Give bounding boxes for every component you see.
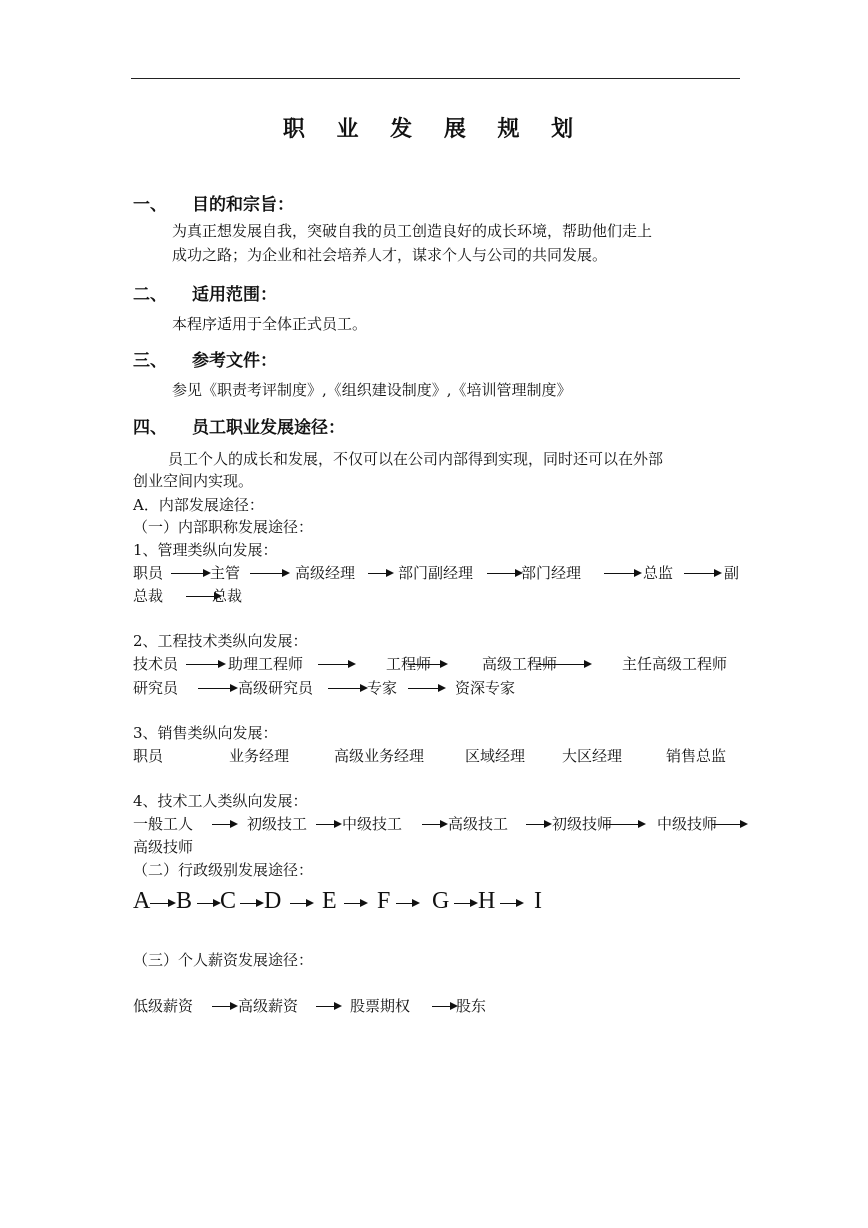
salary-path-label: （三）个人薪资发展途径： bbox=[133, 951, 314, 969]
mgmt-label: 1、管理类纵向发展： bbox=[133, 541, 278, 559]
arrow-icon bbox=[212, 1006, 236, 1007]
eng-step: 助理工程师 bbox=[228, 655, 304, 673]
arrow-icon bbox=[250, 573, 288, 574]
title-path-label: （一）内部职称发展途径： bbox=[133, 518, 314, 536]
mgmt-step: 总裁 bbox=[212, 587, 243, 605]
section-4-heading: 员工职业发展途径： bbox=[192, 418, 345, 438]
worker-label: 4、技术工人类纵向发展： bbox=[133, 792, 308, 810]
salary-step: 股票期权 bbox=[350, 997, 411, 1015]
sales-step: 大区经理 bbox=[562, 747, 623, 765]
admin-level: A bbox=[133, 888, 151, 914]
section-1-number: 一、 bbox=[133, 195, 167, 215]
admin-level: F bbox=[377, 888, 391, 914]
eng-step: 主任高级工程师 bbox=[622, 655, 728, 673]
arrow-icon bbox=[684, 573, 720, 574]
arrow-icon bbox=[526, 824, 550, 825]
eng-label: 2、工程技术类纵向发展： bbox=[133, 632, 308, 650]
admin-level: D bbox=[264, 888, 282, 914]
purpose-line-1: 为真正想发展自我，突破自我的员工创造良好的成长环境，帮助他们走上 bbox=[172, 222, 653, 240]
arrow-icon bbox=[240, 903, 262, 904]
arrow-icon bbox=[344, 903, 366, 904]
worker-step: 中级技工 bbox=[342, 815, 403, 833]
arrow-icon bbox=[604, 573, 640, 574]
section-3-heading: 参考文件： bbox=[192, 351, 277, 371]
admin-level: I bbox=[534, 888, 542, 914]
arrow-icon bbox=[328, 688, 366, 689]
arrow-icon bbox=[712, 824, 746, 825]
mgmt-step: 部门副经理 bbox=[398, 564, 474, 582]
section-3-number: 三、 bbox=[133, 351, 167, 371]
mgmt-step: 职员 bbox=[133, 564, 164, 582]
salary-step: 高级薪资 bbox=[238, 997, 299, 1015]
sales-step: 高级业务经理 bbox=[334, 747, 425, 765]
section-2-heading: 适用范围： bbox=[192, 285, 277, 305]
worker-step: 初级技师 bbox=[552, 815, 613, 833]
mgmt-step: 副 bbox=[724, 564, 740, 582]
arrow-icon bbox=[290, 903, 312, 904]
purpose-line-2: 成功之路；为企业和社会培养人才，谋求个人与公司的共同发展。 bbox=[172, 246, 608, 264]
eng-step: 高级研究员 bbox=[238, 679, 314, 697]
arrow-icon bbox=[186, 664, 224, 665]
section-4-number: 四、 bbox=[133, 418, 167, 438]
header-rule bbox=[131, 78, 740, 79]
mgmt-step: 部门经理 bbox=[521, 564, 582, 582]
mgmt-step: 主管 bbox=[210, 564, 241, 582]
eng-step: 资深专家 bbox=[455, 679, 516, 697]
mgmt-step: 高级经理 bbox=[295, 564, 356, 582]
section-1-heading: 目的和宗旨： bbox=[192, 195, 294, 215]
arrow-icon bbox=[500, 903, 522, 904]
arrow-icon bbox=[212, 824, 236, 825]
sales-label: 3、销售类纵向发展： bbox=[133, 724, 278, 742]
arrow-icon bbox=[487, 573, 521, 574]
salary-step: 股东 bbox=[456, 997, 487, 1015]
arrow-icon bbox=[538, 664, 590, 665]
arrow-icon bbox=[368, 573, 392, 574]
arrow-icon bbox=[318, 664, 354, 665]
section-2-number: 二、 bbox=[133, 285, 167, 305]
arrow-icon bbox=[422, 824, 446, 825]
admin-level: E bbox=[322, 888, 337, 914]
admin-level: H bbox=[478, 888, 496, 914]
arrow-icon bbox=[150, 903, 174, 904]
eng-step: 研究员 bbox=[133, 679, 179, 697]
arrow-icon bbox=[171, 573, 209, 574]
intro-line-2: 创业空间内实现。 bbox=[133, 472, 254, 490]
arrow-icon bbox=[454, 903, 476, 904]
eng-step: 工程师 bbox=[386, 655, 432, 673]
admin-level: G bbox=[432, 888, 450, 914]
arrow-icon bbox=[198, 688, 236, 689]
admin-path-label: （二）行政级别发展途径： bbox=[133, 861, 314, 879]
salary-step: 低级薪资 bbox=[133, 997, 194, 1015]
worker-step: 中级技师 bbox=[657, 815, 718, 833]
arrow-icon bbox=[197, 903, 219, 904]
worker-step: 高级技工 bbox=[448, 815, 509, 833]
sales-step: 职员 bbox=[133, 747, 164, 765]
arrow-icon bbox=[396, 903, 418, 904]
sales-step: 业务经理 bbox=[229, 747, 290, 765]
references-text: 参见《职责考评制度》,《组织建设制度》,《培训管理制度》 bbox=[172, 381, 572, 399]
sales-step: 区域经理 bbox=[465, 747, 526, 765]
scope-text: 本程序适用于全体正式员工。 bbox=[172, 315, 368, 333]
page-title: 职 业 发 展 规 划 bbox=[282, 117, 586, 142]
worker-step: 初级技工 bbox=[247, 815, 308, 833]
mgmt-step: 总裁 bbox=[133, 587, 164, 605]
admin-level: B bbox=[176, 888, 193, 914]
intro-line-1: 员工个人的成长和发展，不仅可以在公司内部得到实现，同时还可以在外部 bbox=[168, 450, 664, 468]
sales-step: 销售总监 bbox=[666, 747, 727, 765]
arrow-icon bbox=[408, 688, 444, 689]
arrow-icon bbox=[432, 1006, 456, 1007]
eng-step: 高级工程师 bbox=[482, 655, 558, 673]
worker-step: 高级技师 bbox=[133, 838, 194, 856]
internal-path-label: A．内部发展途径： bbox=[133, 496, 264, 514]
arrow-icon bbox=[316, 824, 340, 825]
arrow-icon bbox=[604, 824, 644, 825]
worker-step: 一般工人 bbox=[133, 815, 194, 833]
mgmt-step: 总监 bbox=[643, 564, 674, 582]
arrow-icon bbox=[408, 664, 446, 665]
arrow-icon bbox=[316, 1006, 340, 1007]
eng-step: 技术员 bbox=[133, 655, 179, 673]
eng-step: 专家 bbox=[367, 679, 398, 697]
admin-level: C bbox=[220, 888, 237, 914]
